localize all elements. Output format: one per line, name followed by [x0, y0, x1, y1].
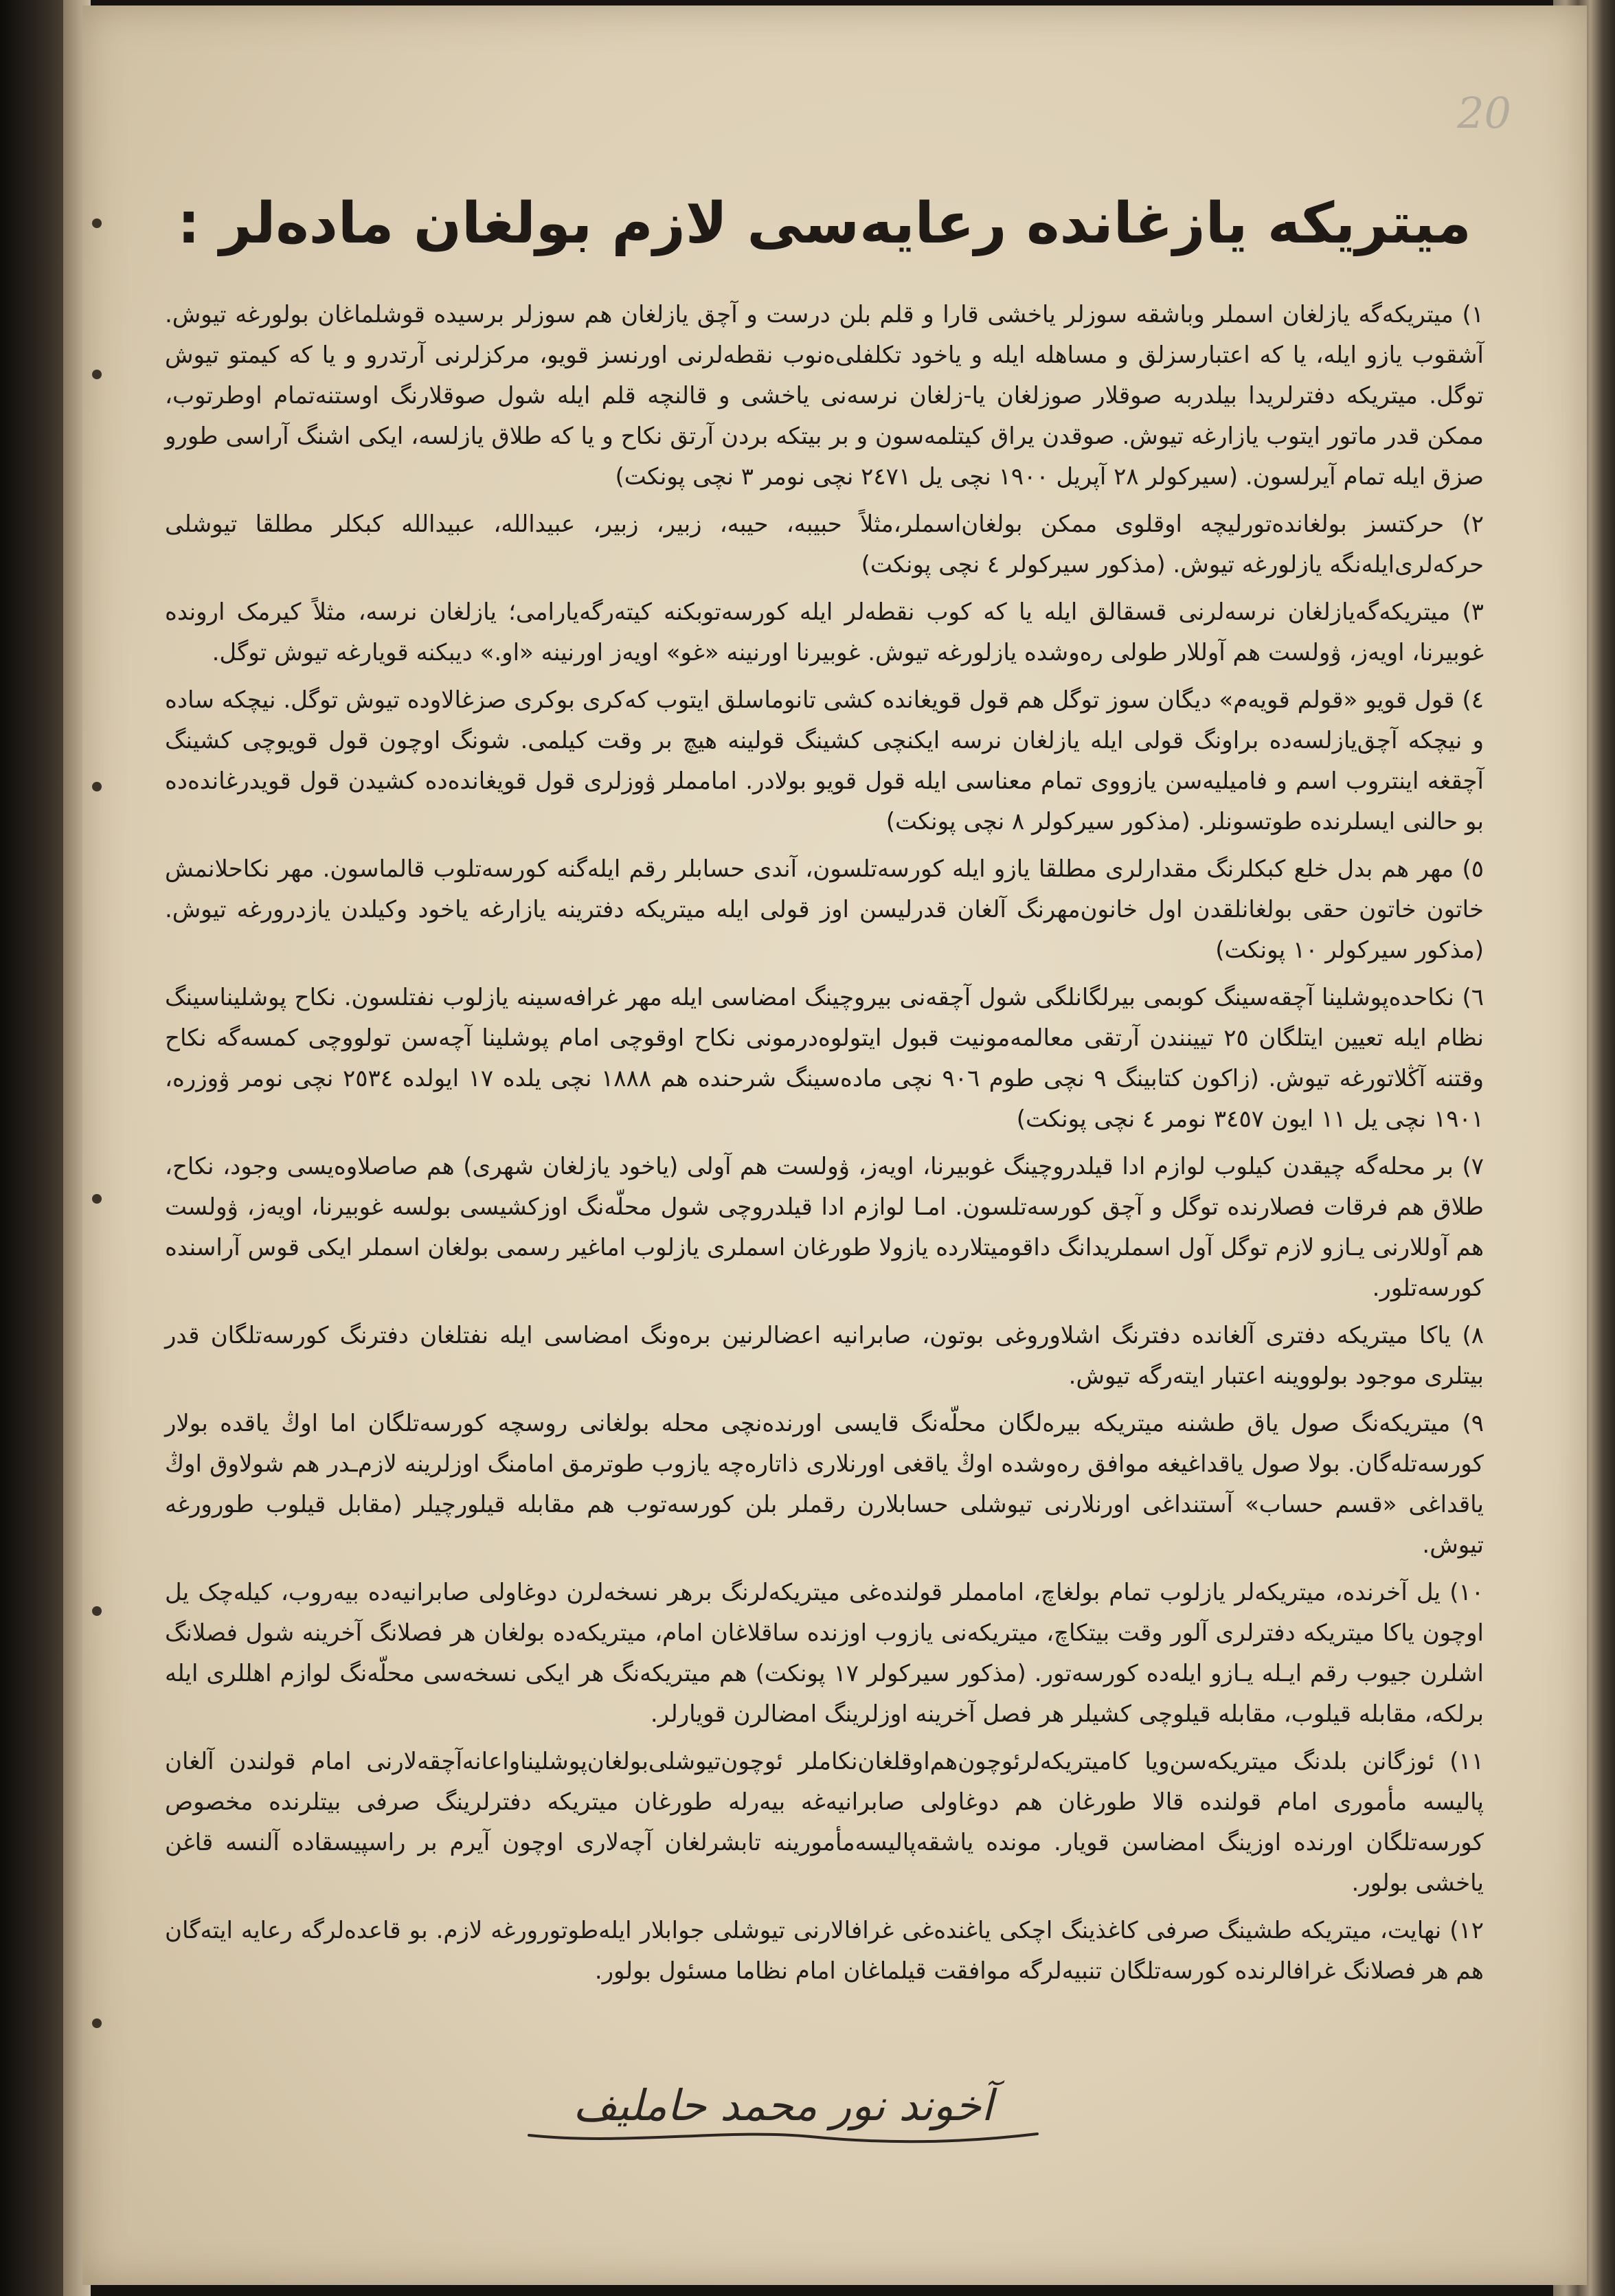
paragraph-11: ١١) ئوزگانن بلدنگ میتریکه‌سن‌ویا کامیتریکه‌لرئوچون‌هم‌اوقلغان‌نکاملر ئوچون‌تیوشلی‌بولغان‌پوشلیناواعانه‌آچقه‌لارنی امام قولندن آلغان پالیسه مأموری امام قولنده قالا طورغان هم دوغاولی صابرانیه‌غه بیه‌رله طورغان میتریکه دفترلرینگ صرفی بیتلرنده مخصوص کورسه‌تلگان اورنده اوزینگ امضاسن قویار. مونده یاشقه‌پالیسه‌مأمورینه تابشرلغان آچه‌لاری اوچون آیرم بر راسپیسقاده آلنسه قاغن یاخشی بولور.	[165, 1748, 1484, 1897]
paragraph-12: ١٢) نهایت، میتریکه طشینگ صرفی کاغذینگ اچکی یاغنده‌غی غرافالارنی تیوشلی جوابلار ایله‌طوتورورغه لازم. بو قاعده‌لرگه رعایه ایته‌گان هم هر فصلانگ غرافالرنده کورسه‌تلگان تنبیه‌لرگه موافقت قیلماغان امام نظاما مسئول بولور.	[165, 1917, 1484, 1985]
paragraph-6: ٦) نکاحده‌پوشلینا آچقه‌سینگ کوبمی بیرلگانلگی شول آچقه‌نی بیروچینگ امضاسی ایله مهر غرافه‌سینه یازلوب نفتلسون. نکاح پوشلیناسینگ نظام ایله تعیین ایتلگان ٢٥ تیینندن آرتقی معالمه‌مونیت قبول ایتولوه‌درمونی نکاح اوقوچی امام پوشلینا آچه‌سن تولووچی کمسه‌گه نکاح وقتنه آڭلاتورغه تیوش. (زاکون کتابینگ ٩ نچی طوم ٩٠٦ نچی ماده‌سینگ شرحنده هم ١٨٨٨ نچی یلده ١٧ ایولده ٢٥٣٤ نچی نومر ۋوزره، ١٩٠١ نچی یل ١١ ایون ٣٤٥٧ نومر ٤ نچی پونکت)	[165, 984, 1484, 1133]
paragraph-3: ٣) میتریکه‌گه‌یازلغان نرسه‌لرنی قسقالق ایله یا که کوب نقطه‌لر ایله کورسه‌توبکنه کیته‌رگه‌یارامی؛ یازلغان نرسه، مثلاً کیرمک ارونده غوبیرنا، اویه‌ز، ۋولست هم آوللار طولی ره‌وشده یازلورغه تیوش. غوبیرنا اورنینه «غو» اویه‌ز اورنینه «او.» دیبکنه قویارغه تیوش توگل.	[165, 598, 1484, 666]
paragraph-10: ١٠) یل آخرنده، میتریکه‌لر یازلوب تمام بولغاچ، امامملر قولنده‌غی میتریکه‌لرنگ برهر نسخه‌لرن دوغاولی صابرانیه‌ده بیه‌روب، کیله‌چک یل اوچون یاکا میتریکه دفترلری آلور وقت بیتکاچ، میتریکه‌نی یازوب اوزنده ساقلاغان امام، میتریکه‌ده بولغان هر فصلانگ آخرینه شول فصلانگ اشلرن جیوب رقم ایـله یـازو ایله‌ده کورسه‌تور. (مذکور سیرکولر ١٧ پونکت) هم میتریکه‌نگ هر ایکی نسخه‌سی محلّه‌نگ لوازم اهللری ایله برلکه، مقابله قیلوب، مقابله قیلوچی کشیلر هر فصل آخرینه اوزلرینگ امضالرن قویارلر.	[165, 1579, 1484, 1728]
punch-hole	[92, 218, 102, 228]
signature-underline	[522, 2115, 1044, 2156]
paragraph-4: ٤) قول قویو «قولم قویه‌م» دیگان سوز توگل هم قول قویغانده کشی تانوماسلق ایتوب که‌کری بوکری صزغالاوده تیوش توگل. نیچکه ساده و نیچکه آچق‌یازلسه‌ده براونگ قولی ایله یازلغان نرسه ایکنچی کشینگ قولینه هیچ بر وقت کیلمی. شونگ اوچون قول قویوچی کشینگ آچقغه اینتروب اسم و فامیلیه‌سن یازووی تمام معناسی ایله قول قویو بولادر. امامملر ۋوزلری قول قویغانده‌ده کشیدن قول قویدرغانده‌ده بو حالنی ایسلرنده طوتسونلر. (مذکور سیرکولر ٨ نچی پونکت)	[165, 686, 1484, 835]
page-title: میتریکه یازغانده رعایه‌سی لازم بولغان ماده‌لر :	[177, 191, 1471, 256]
paragraph-7: ٧) بر محله‌گه چیقدن کیلوب لوازم ادا قیلدرو‌چینگ غوبیرنا، اویه‌ز، ۋولست هم آولی (یاخود یازلغان شهری) هم صاصلاوه‌یسی وجود، نکاح، طلاق هم فرقات فصلارنده توگل و آچق کورسه‌تلسون. امـا لوازم ادا قیلدروچی شول محلّه‌نگ اوزکشیسی بولسه غوبیرنا، اویه‌ز، ۋولست هم آوللارنی یـازو لازم توگل آول اسملریدانگ داقومیتلارده یازولا طورغان اسملری یازلوب اماغیر رسمی بولغان اسملر ایکی قوس آراسنده کورسه‌تلور.	[165, 1153, 1484, 1302]
punch-hole	[92, 782, 102, 791]
punch-hole	[92, 370, 102, 379]
paragraph-8: ٨) یاکا میتریکه دفتری آلغانده دفترنگ اشلاوروغی بوتون، صابرانیه اعضالرنین بره‌ونگ امضاسی ایله نفتلغان دفترنگ کورسه‌تلگان قدر بیتلری موجود بولووینه اعتبار ایته‌رگه تیوش.	[165, 1322, 1484, 1390]
punch-hole	[92, 1606, 102, 1616]
paragraph-1: ١) میتریکه‌گه یازلغان اسملر وباشقه سوزلر یاخشی قارا و قلم بلن درست و آچق یازلغان هم سوزلر برسیده قوشلماغان بولورغه تیوش. آشقوب یازو ایله، یا که اعتبارسزلق و مساهله ایله و یاخود تکلفلی‌ه‌نوب نقطه‌لرنی اورنسز قویو، مرکزلرنی آرتدرو و یا که کیمتو تیوش توگل. میتریکه دفترلریدا بیلدربه صوقلار صوزلغان یا-زلغان نرسه‌نی یاخشی و قالنچه قلم ایله شول صوقلارنگ اوستنه‌تمام اوطرتوب، ممکن قدر ماتور ایتوب یازارغه تیوش. صوقدن یراق کیتلمه‌سون و بر بیتکه بردن آرتق نکاح و یا که طلاق یازلسه، ایکی اشنگ آراسی طورو صزق ایله تمام آیرلسون. (سیرکولر ٢٨ آپریل ١٩٠٠ نچی یل ٢٤٧١ نچی نومر ٣ نچی پونکت)	[165, 301, 1484, 491]
punch-hole	[92, 1194, 102, 1204]
document-page	[82, 5, 1587, 2285]
folio-number: 20	[1457, 88, 1511, 138]
paragraph-2: ٢) حرکتسز بولغانده‌تورلیچه اوقلوی ممکن بولغان‌اسملر،مثلاً حبیبه، حیبه، زبیر، زبیر، عبیدالله، عبیدالله کبکلر مطلقا تیوشلی حرکه‌لری‌ایله‌نگه یازلورغه تیوش. (مذکور سیرکولر ٤ نچی پونکت)	[165, 510, 1484, 578]
handwritten-signature: آخوند نور محمد حاملیف	[573, 2080, 993, 2130]
punch-hole	[92, 2018, 102, 2028]
paragraph-9: ٩) میتریکه‌نگ صول یاق طشنه میتریکه بیره‌لگان محلّه‌نگ قایسی اورنده‌نچی محله بولغانی روسچه کورسه‌تلگان اما اوڭ یاقده بولار کورسه‌تله‌گان. بولا صول یاقداغیغه موافق ره‌وشده اوڭ یاقغی اورنلاری ذاتاره‌چه یازوب طوترمق امامنگ اوزلرینه لازم‌ـدر هم شولاوق اوڭ یاقداغی «قسم حساب» آستنداغی اورنلارنی تیوشلی حسابلارن رقملر بلن کورسه‌توب هم مقابله قیلورچیلر (مقابل قیلوب طورورغه تیوش.	[165, 1410, 1484, 1559]
paragraph-5: ٥) مهر هم بدل خلع کبکلرنگ مقدارلری مطلقا یازو ایله کورسه‌تلسون، آندی حسابلر رقم ایله‌گنه کورسه‌تلوب قالماسون. مهر نکاحلانمش خاتون خاتون حقی بولغانلقدن اول خانون‌مهرنگ آلغان قدرلیسن اوز قولی ایله میتریکه دفترینه یازارغه یاخود وکیلدن یازدرورغه تیوش. (مذکور سیرکولر ١٠ پونکت)	[165, 855, 1484, 964]
document-body	[165, 164, 1484, 1999]
